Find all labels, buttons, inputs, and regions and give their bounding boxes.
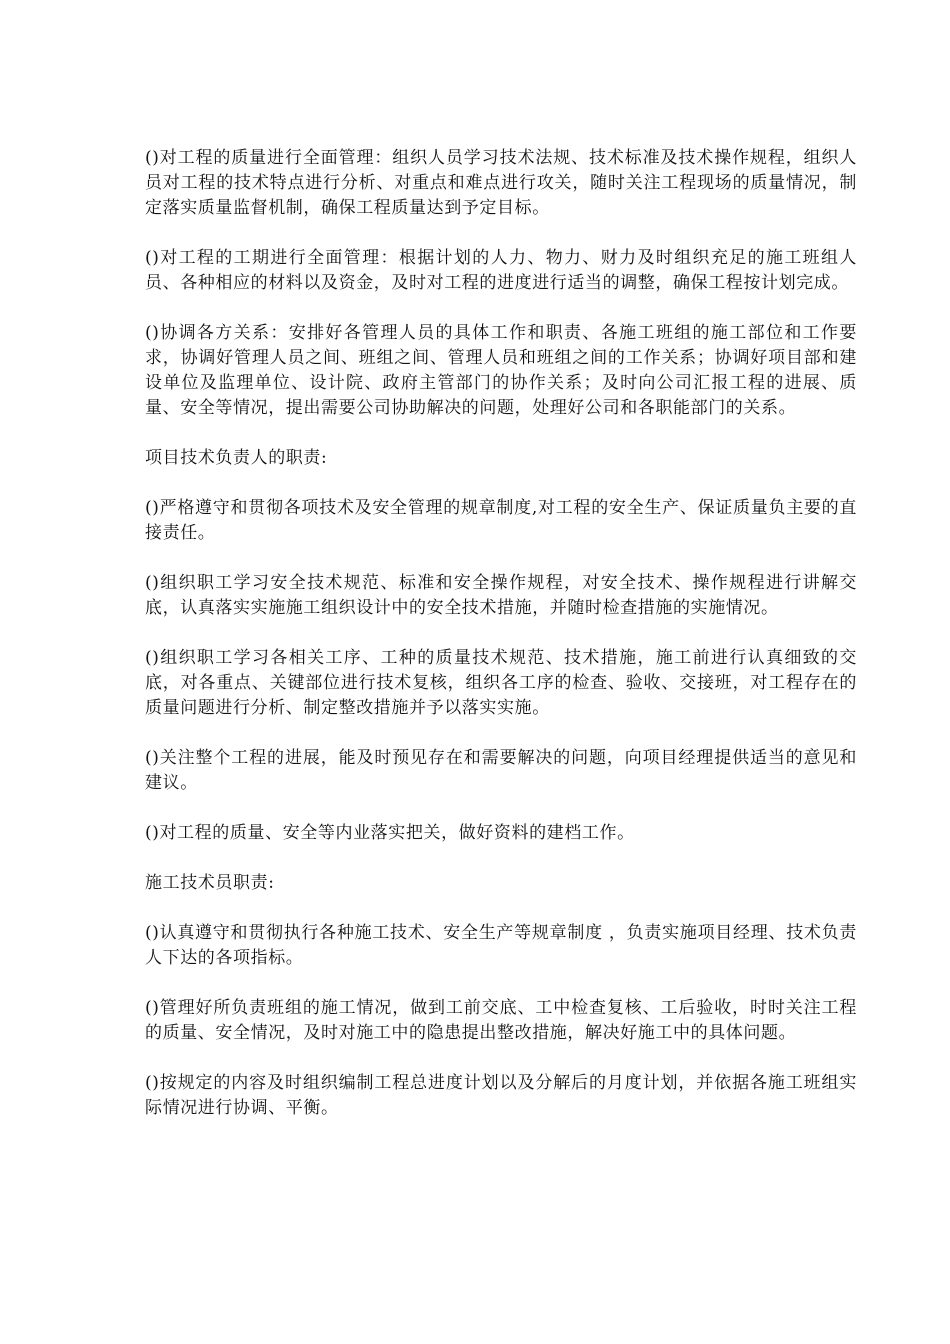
paragraph-quality-management: ()对工程的质量进行全面管理：组织人员学习技术法规、技术标准及技术操作规程，组织人员对工程的技术特点进行分析、对重点和难点进行攻关，随时关注工程现场的质量情况，制定落实质量监督机制，确保工程质量达到予定目标。: [145, 148, 857, 218]
section-heading-technical-lead: 项目技术负责人的职责:: [145, 448, 328, 468]
paragraph-tech-lead-duty-5: ()对工程的质量、安全等内业落实把关，做好资料的建档工作。: [145, 823, 635, 843]
paragraph-schedule-management: ()对工程的工期进行全面管理：根据计划的人力、物力、财力及时组织充足的施工班组人员、各种相应的材料以及资金，及时对工程的进度进行适当的调整，确保工程按计划完成。: [145, 248, 857, 293]
paragraph-tech-lead-duty-1: ()严格遵守和贯彻各项技术及安全管理的规章制度,对工程的安全生产、保证质量负主要的直接责任。: [145, 498, 857, 543]
paragraph-tech-lead-duty-2: ()组织职工学习安全技术规范、标准和安全操作规程，对安全技术、操作规程进行讲解交底，认真落实实施施工组织设计中的安全技术措施，并随时检查措施的实施情况。: [145, 573, 857, 618]
paragraph-tech-lead-duty-3: ()组织职工学习各相关工序、工种的质量技术规范、技术措施，施工前进行认真细致的交底，对各重点、关键部位进行技术复核，组织各工序的检查、验收、交接班，对工程存在的质量问题进行分析、制定整改措施并予以落实实施。: [145, 648, 857, 718]
paragraph-tech-lead-duty-4: ()关注整个工程的进展，能及时预见存在和需要解决的问题，向项目经理提供适当的意见和建议。: [145, 748, 857, 793]
paragraph-technician-duty-1: ()认真遵守和贯彻执行各种施工技术、安全生产等规章制度 ，负责实施项目经理、技术负责人下达的各项指标。: [145, 923, 857, 968]
paragraph-technician-duty-3: ()按规定的内容及时组织编制工程总进度计划以及分解后的月度计划，并依据各施工班组实际情况进行协调、平衡。: [145, 1073, 857, 1118]
section-heading-technician: 施工技术员职责:: [145, 873, 275, 893]
paragraph-coordination: ()协调各方关系：安排好各管理人员的具体工作和职责、各施工班组的施工部位和工作要求，协调好管理人员之间、班组之间、管理人员和班组之间的工作关系；协调好项目部和建设单位及监理单位、设计院、政府主管部门的协作关系；及时向公司汇报工程的进展、质量、安全等情况，提出需要公司协助解决的问题，处理好公司和各职能部门的关系。: [145, 323, 857, 418]
paragraph-technician-duty-2: ()管理好所负责班组的施工情况，做到工前交底、工中检查复核、工后验收，时时关注工程的质量、安全情况，及时对施工中的隐患提出整改措施，解决好施工中的具体问题。: [145, 998, 857, 1043]
document-body: [145, 146, 857, 1146]
